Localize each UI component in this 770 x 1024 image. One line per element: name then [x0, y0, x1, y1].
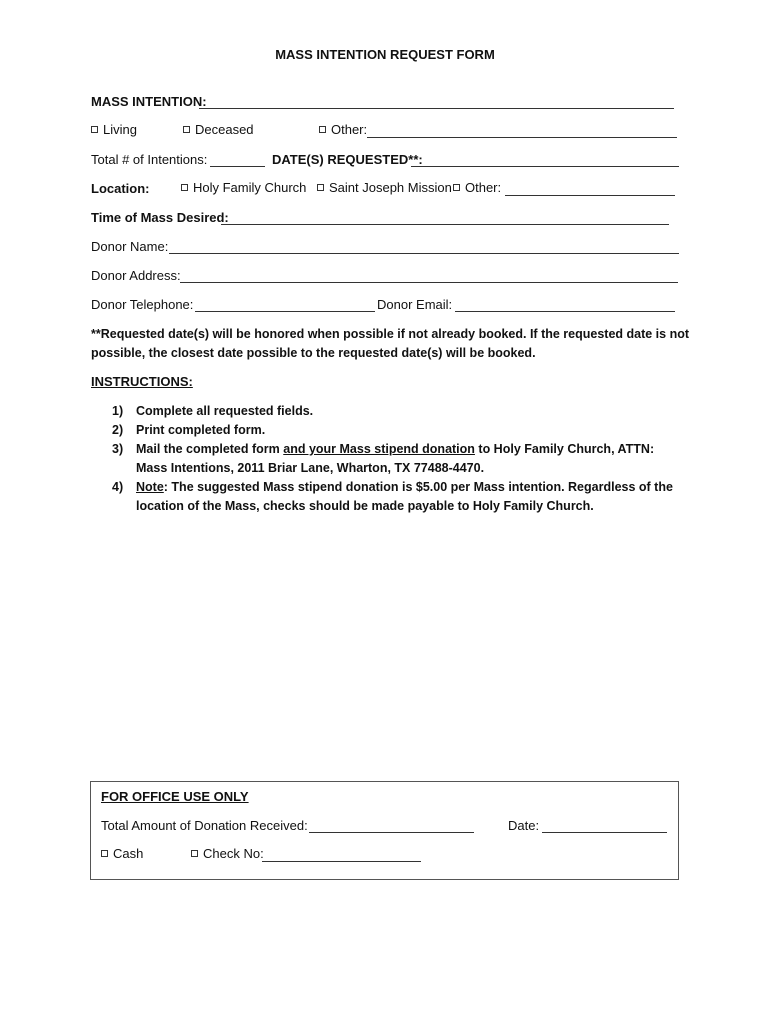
office-date-field[interactable] [542, 832, 667, 833]
time-of-mass-row [91, 209, 671, 227]
total-amount-row [101, 817, 671, 835]
saint-joseph-checkbox[interactable] [317, 180, 452, 195]
total-intentions-label: Total # of Intentions: [91, 152, 208, 167]
donor-contact-row [91, 296, 681, 314]
instruction-number: 3) [112, 442, 124, 456]
location-other-checkbox-box[interactable] [453, 184, 460, 191]
instruction-note-label: Note [136, 480, 164, 494]
deceased-checkbox[interactable] [183, 122, 254, 137]
instruction-item [112, 421, 682, 440]
instruction-number: 4) [112, 480, 124, 494]
instruction-number: 2) [112, 423, 124, 437]
instruction-item [112, 402, 682, 421]
deceased-checkbox-box[interactable] [183, 126, 190, 133]
location-label: Location: [91, 181, 150, 196]
donor-name-row [91, 238, 681, 256]
location-other-field[interactable] [505, 195, 675, 196]
mass-intention-field[interactable] [199, 108, 674, 109]
location-other-label: Other: [465, 180, 502, 195]
dates-requested-label: DATE(S) REQUESTED**: [272, 152, 423, 167]
check-no-label: Check No: [203, 846, 264, 861]
donor-email-field[interactable] [455, 311, 675, 312]
other-intention-label: Other: [331, 122, 368, 137]
donor-telephone-field[interactable] [195, 311, 375, 312]
cash-checkbox[interactable] [101, 846, 143, 861]
requested-date-note: **Requested date(s) will be honored when possible if not already booked. If the requested date is not possible, the closest date possible to the requested date(s) will be booked. [91, 327, 690, 360]
donor-email-label: Donor Email: [377, 297, 453, 312]
office-use-box [90, 781, 679, 880]
instruction-item [112, 478, 682, 516]
saint-joseph-checkbox-box[interactable] [317, 184, 324, 191]
donor-telephone-label: Donor Telephone: [91, 297, 194, 312]
living-label: Living [103, 122, 137, 137]
mass-intention-row [91, 93, 681, 111]
time-of-mass-field[interactable] [221, 224, 669, 225]
other-intention-checkbox[interactable] [319, 122, 679, 140]
donor-name-label: Donor Name: [91, 239, 169, 254]
other-intention-checkbox-box[interactable] [319, 126, 326, 133]
total-intentions-row [91, 151, 681, 169]
instructions-heading: INSTRUCTIONS: [91, 374, 193, 389]
check-no-field[interactable] [262, 861, 421, 862]
dates-requested-field[interactable] [411, 166, 679, 167]
instruction-text: Print completed form. [136, 423, 266, 437]
location-other-checkbox[interactable] [453, 180, 677, 198]
other-intention-field[interactable] [367, 137, 677, 138]
instruction-text-end: : The suggested Mass stipend donation is $5.00 per Mass intention. Regardless of the location of the Mass, checks should be made payable to Holy Family Church. [136, 480, 673, 513]
check-no-checkbox[interactable] [191, 846, 423, 864]
donor-name-field[interactable] [169, 253, 679, 254]
cash-checkbox-box[interactable] [101, 850, 108, 857]
total-amount-label: Total Amount of Donation Received: [101, 818, 308, 833]
holy-family-label: Holy Family Church [193, 180, 307, 195]
total-amount-field[interactable] [309, 832, 474, 833]
form-title: MASS INTENTION REQUEST FORM [275, 47, 495, 62]
instruction-item [112, 440, 682, 478]
donor-address-field[interactable] [180, 282, 678, 283]
instruction-number: 1) [112, 404, 124, 418]
mass-intention-label: MASS INTENTION: [91, 94, 207, 109]
living-checkbox-box[interactable] [91, 126, 98, 133]
deceased-label: Deceased [195, 122, 254, 137]
instructions-list [112, 402, 682, 516]
location-label-row [91, 180, 150, 198]
instruction-text-underlined: and your Mass stipend donation [283, 442, 475, 456]
holy-family-checkbox-box[interactable] [181, 184, 188, 191]
donor-address-label: Donor Address: [91, 268, 181, 283]
total-intentions-field[interactable] [210, 166, 265, 167]
time-of-mass-label: Time of Mass Desired: [91, 210, 229, 225]
donor-address-row [91, 267, 681, 285]
living-checkbox[interactable] [91, 122, 137, 137]
saint-joseph-label: Saint Joseph Mission [329, 180, 452, 195]
instruction-text: Complete all requested fields. [136, 404, 314, 418]
office-date-label: Date: [508, 818, 540, 833]
check-no-checkbox-box[interactable] [191, 850, 198, 857]
office-use-heading: FOR OFFICE USE ONLY [101, 789, 249, 804]
instruction-text-start: Mail the completed form [136, 442, 284, 456]
instruction-text-end: to Holy Family Church, ATTN: Mass Intentions, 2011 Briar Lane, Wharton, TX 77488-4470. [136, 442, 655, 475]
cash-label: Cash [113, 846, 144, 861]
holy-family-checkbox[interactable] [181, 180, 306, 195]
